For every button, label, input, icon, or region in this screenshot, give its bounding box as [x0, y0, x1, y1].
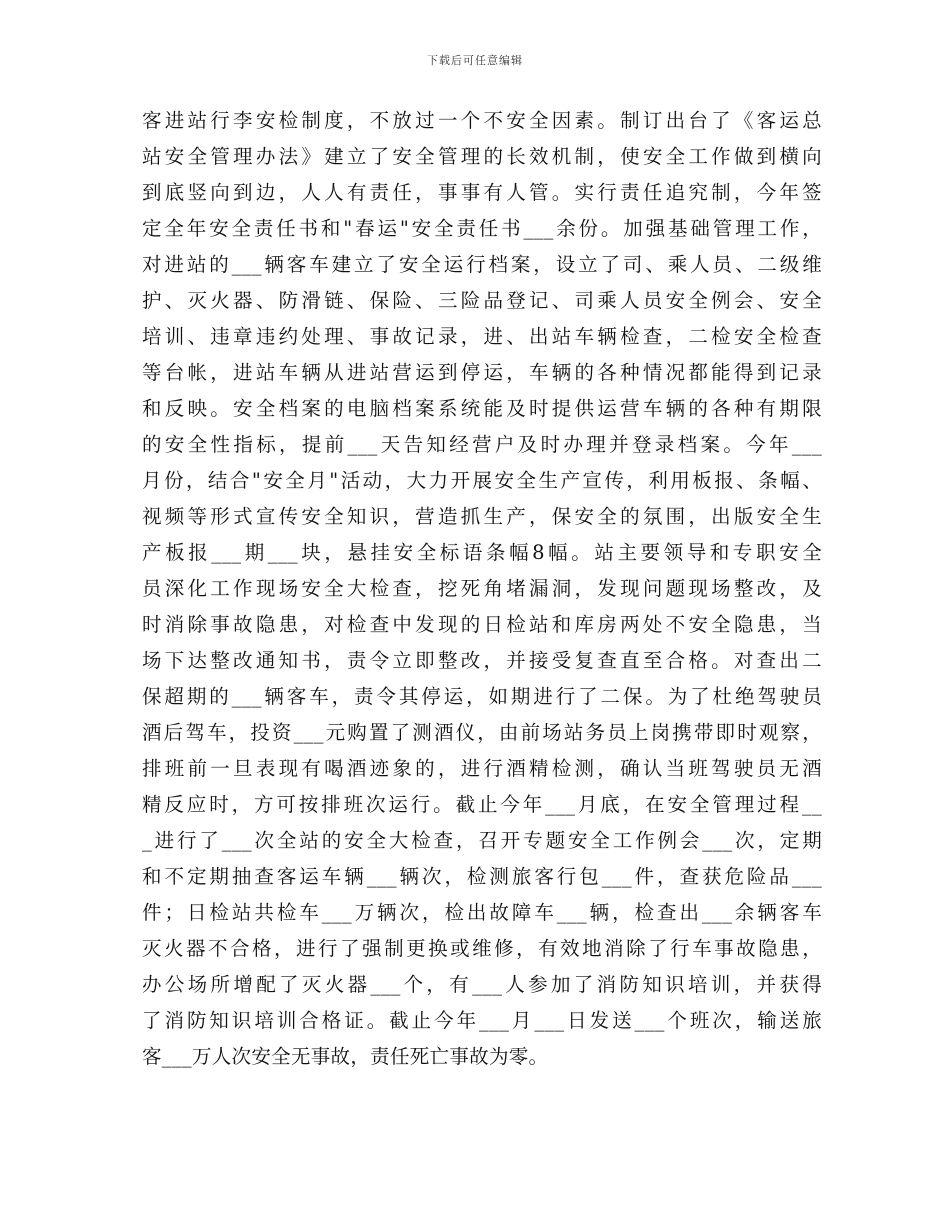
text-line: 件；日检站共检车___万辆次，检出故障车___辆，检查出___余辆客车 [142, 901, 822, 924]
text-line: 场下达整改通知书，责令立即整改，并接受复查直至合格。对查出二 [142, 649, 822, 672]
text-line: 视频等形式宣传安全知识，营造抓生产，保安全的氛围，出版安全生 [142, 505, 822, 528]
page-header: 下载后可任意编辑 [427, 54, 523, 67]
text-line: 时消除事故隐患，对检查中发现的日检站和库房两处不安全隐患，当 [142, 613, 822, 636]
text-line: 护、灭火器、防滑链、保险、三险品登记、司乘人员安全例会、安全 [142, 289, 822, 312]
text-line: 到底竖向到边，人人有责任，事事有人管。实行责任追究制，今年签 [142, 181, 822, 204]
text-line: 等台帐，进站车辆从进站营运到停运，车辆的各种情况都能得到记录 [142, 361, 822, 384]
text-line: 和反映。安全档案的电脑档案系统能及时提供运营车辆的各种有期限 [142, 397, 822, 420]
text-line: 保超期的___辆客车，责令其停运，如期进行了二保。为了杜绝驾驶员 [142, 685, 822, 708]
text-line: 灭火器不合格，进行了强制更换或维修，有效地消除了行车事故隐患， [142, 937, 822, 960]
text-line: 对进站的___辆客车建立了安全运行档案，设立了司、乘人员、二级维 [142, 253, 822, 276]
text-line: 的安全性指标，提前___天告知经营户及时办理并登录档案。今年___ [142, 433, 822, 456]
text-line: 酒后驾车，投资___元购置了测酒仪，由前场站务员上岗携带即时观察， [142, 721, 822, 744]
text-line: 站安全管理办法》建立了安全管理的长效机制，使安全工作做到横向 [142, 145, 822, 168]
text-line: 办公场所增配了灭火器___个，有___人参加了消防知识培训，并获得 [142, 973, 822, 996]
text-line: 排班前一旦表现有喝酒迹象的，进行酒精检测，确认当班驾驶员无酒 [142, 757, 822, 780]
text-line: 产板报___期___块，悬挂安全标语条幅8幅。站主要领导和专职安全 [142, 541, 822, 564]
text-line: 精反应时，方可按排班次运行。截止今年___月底，在安全管理过程__ [142, 793, 822, 816]
body-paragraph [142, 103, 822, 1075]
text-line: 客___万人次安全无事故，责任死亡事故为零。 [142, 1045, 549, 1068]
text-line: 定全年安全责任书和"春运"安全责任书___余份。加强基础管理工作， [142, 217, 822, 240]
text-line: 月份，结合"安全月"活动，大力开展安全生产宣传，利用板报、条幅、 [142, 469, 822, 492]
text-line: 员深化工作现场安全大检查，挖死角堵漏洞，发现问题现场整改，及 [142, 577, 822, 600]
text-line: 客进站行李安检制度，不放过一个不安全因素。制订出台了《客运总 [142, 109, 822, 132]
text-line: _进行了___次全站的安全大检查，召开专题安全工作例会___次，定期 [142, 829, 822, 852]
text-line: 和不定期抽查客运车辆___辆次，检测旅客行包___件，查获危险品___ [142, 865, 822, 888]
text-line: 培训、违章违约处理、事故记录，进、出站车辆检查，二检安全检查 [142, 325, 822, 348]
text-line: 了消防知识培训合格证。截止今年___月___日发送___个班次，输送旅 [142, 1009, 822, 1032]
